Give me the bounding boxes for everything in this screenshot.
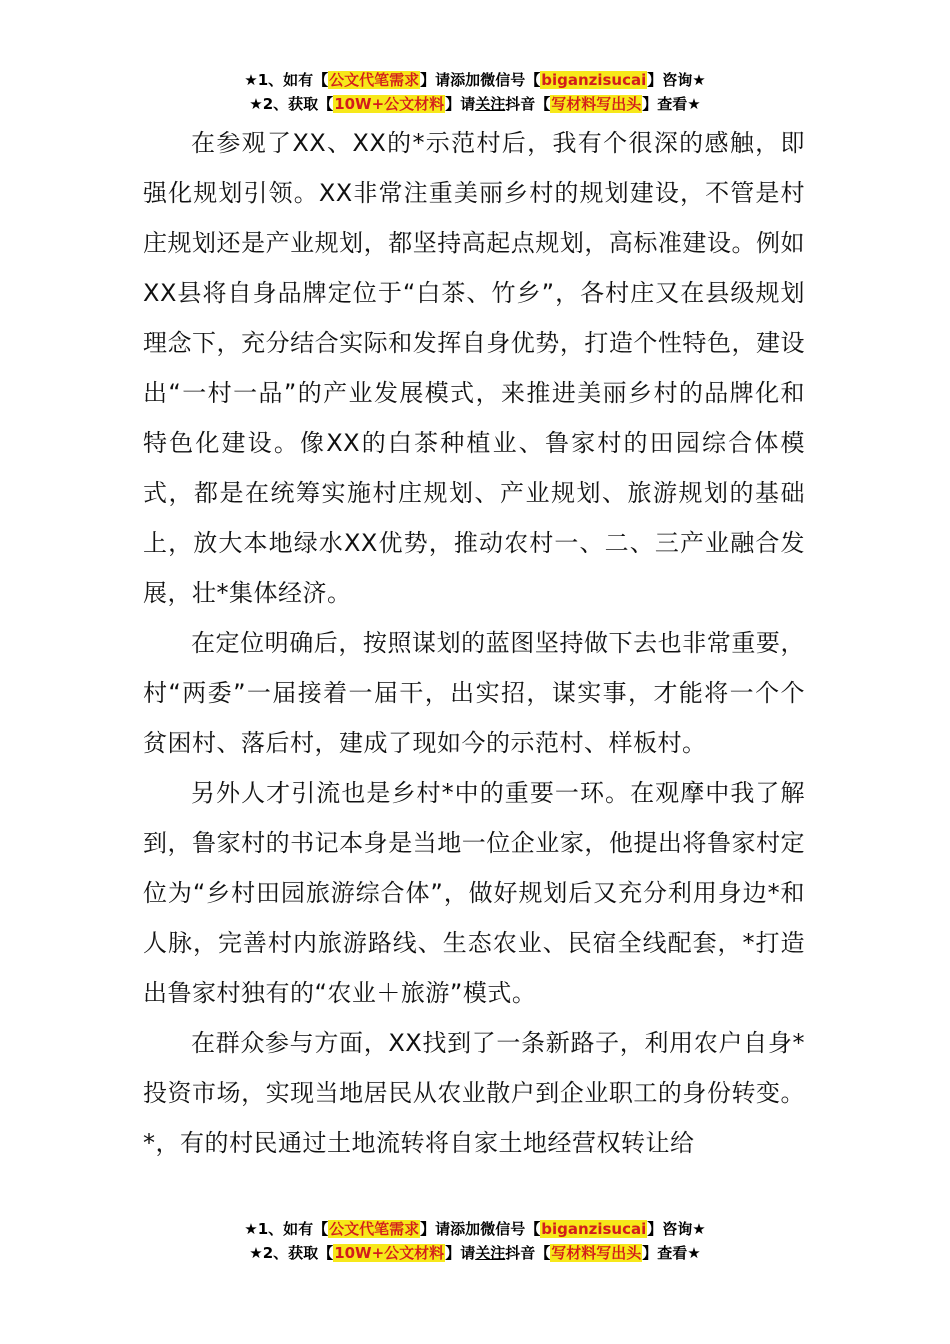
banner-text: 】请添加 xyxy=(420,1220,481,1238)
banner-line-2 xyxy=(0,92,950,116)
highlight-materials: 10W+公文材料 xyxy=(334,95,445,113)
banner-text: 】请 xyxy=(445,1244,476,1262)
banner-text: 】查看★ xyxy=(642,1244,701,1262)
highlight-service: 公文代笔需求 xyxy=(329,71,420,89)
banner-line-1 xyxy=(0,68,950,92)
banner-text: 】咨询★ xyxy=(647,1220,706,1238)
banner-text: 】请添加 xyxy=(420,71,481,89)
paragraph: 在参观了XX、XX的*示范村后，我有个很深的感触，即强化规划引领。XX非常注重美丽乡村的规划建设，不管是村庄规划还是产业规划，都坚持高起点规划，高标准建设。例如XX县将自身品牌定位于“白茶、竹乡”，各村庄又在县级规划理念下，充分结合实际和发挥自身优势，打造个性特色，建设出“一村一品”的产业发展模式，来推进美丽乡村的品牌化和特色化建设。像XX的白茶种植业、鲁家村的田园综合体模式，都是在统筹实施村庄规划、产业规划、旅游规划的基础上，放大本地绿水XX优势，推动农村一、二、三产业融合发展，壮*集体经济。 xyxy=(143,129,805,607)
paragraph: 另外人才引流也是乡村*中的重要一环。在观摩中我了解到，鲁家村的书记本身是当地一位企业家，他提出将鲁家村定位为“乡村田园旅游综合体”，做好规划后又充分利用身边*和人脉，完善村内旅游路线、生态农业、民宿全线配套，*打造出鲁家村独有的“农业＋旅游”模式。 xyxy=(143,779,805,1007)
banner-text: 微信号【 xyxy=(480,1220,541,1238)
banner-text: 】查看★ xyxy=(642,95,701,113)
banner-text: 微信号【 xyxy=(480,71,541,89)
highlight-wechat-id: biganzisucai xyxy=(541,1220,647,1238)
banner-text: 抖音【 xyxy=(505,1244,551,1262)
banner-line-2 xyxy=(0,1241,950,1265)
banner-underline: 关注 xyxy=(475,1244,506,1262)
banner-text: ★1、如有【 xyxy=(244,1220,329,1238)
banner-text: 】咨询★ xyxy=(647,71,706,89)
highlight-wechat-id: biganzisucai xyxy=(541,71,647,89)
banner-text: ★2、获取【 xyxy=(249,1244,334,1262)
paragraph: 在群众参与方面，XX找到了一条新路子，利用农户自身*投资市场，实现当地居民从农业散户到企业职工的身份转变。*，有的村民通过土地流转将自家土地经营权转让给 xyxy=(143,1029,805,1157)
document-body xyxy=(143,118,805,1168)
header-banner xyxy=(0,68,950,116)
banner-line-1 xyxy=(0,1217,950,1241)
banner-text: ★1、如有【 xyxy=(244,71,329,89)
highlight-douyin-account: 写材料写出头 xyxy=(551,95,642,113)
banner-text: 抖音【 xyxy=(505,95,551,113)
banner-text: ★2、获取【 xyxy=(249,95,334,113)
footer-banner xyxy=(0,1217,950,1265)
banner-underline: 关注 xyxy=(475,95,506,113)
highlight-materials: 10W+公文材料 xyxy=(334,1244,445,1262)
highlight-douyin-account: 写材料写出头 xyxy=(551,1244,642,1262)
highlight-service: 公文代笔需求 xyxy=(329,1220,420,1238)
banner-text: 】请 xyxy=(445,95,476,113)
paragraph: 在定位明确后，按照谋划的蓝图坚持做下去也非常重要，村“两委”一届接着一届干，出实招，谋实事，才能将一个个贫困村、落后村，建成了现如今的示范村、样板村。 xyxy=(143,629,805,757)
